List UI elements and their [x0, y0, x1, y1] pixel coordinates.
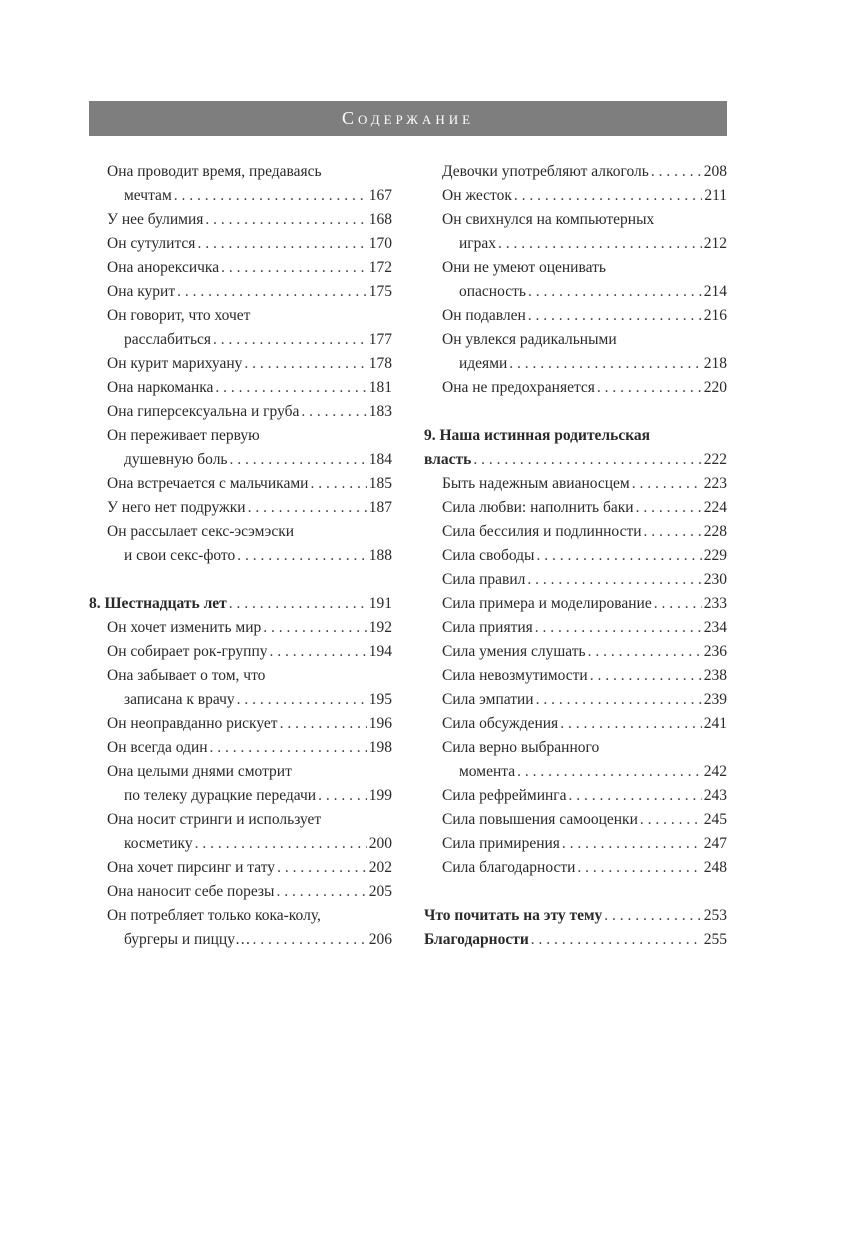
- toc-entry-title: Она курит: [107, 283, 176, 300]
- toc-page-number: 234: [703, 619, 727, 636]
- dot-leader: [174, 184, 367, 208]
- toc-entry-title: Она наркоманка: [107, 379, 214, 396]
- section-spacer: [89, 568, 392, 592]
- dot-leader: [527, 568, 701, 592]
- dot-leader: [248, 496, 367, 520]
- toc-page-number: 172: [368, 259, 392, 276]
- toc-entry-title: мечтам: [124, 187, 172, 204]
- toc-page-number: 188: [368, 547, 392, 564]
- toc-page-number: 233: [703, 595, 727, 612]
- toc-page-number: 230: [703, 571, 727, 588]
- toc-page-number: 229: [703, 547, 727, 564]
- toc-page-number: 241: [703, 715, 727, 732]
- toc-entry[interactable]: [424, 928, 727, 952]
- toc-entry[interactable]: [424, 616, 727, 640]
- toc-entry[interactable]: [424, 568, 727, 592]
- toc-entry[interactable]: [424, 256, 727, 304]
- dot-leader: [517, 760, 702, 784]
- toc-entry-title: Он переживает первую: [107, 427, 260, 444]
- toc-entry-title: Быть надежным авианосцем: [442, 475, 630, 492]
- toc-entry[interactable]: [89, 664, 392, 712]
- toc-entry[interactable]: [424, 904, 727, 928]
- toc-page-number: 218: [703, 355, 727, 372]
- toc-entry-title: Она забывает о том, что: [107, 667, 266, 684]
- dot-leader: [237, 544, 367, 568]
- toc-page-number: 206: [368, 931, 392, 948]
- dot-leader: [535, 616, 702, 640]
- toc-entry-title: опасность: [459, 283, 526, 300]
- dot-leader: [528, 304, 702, 328]
- toc-entry[interactable]: [89, 880, 392, 904]
- toc-page-number: 196: [368, 715, 392, 732]
- toc-entry-title: душевную боль: [124, 451, 228, 468]
- toc-page-number: 198: [368, 739, 392, 756]
- toc-page-number: 208: [703, 163, 727, 180]
- toc-entry-title: Он собирает рок-группу: [107, 643, 268, 660]
- toc-entry-title: по телеку дурацкие передачи: [124, 787, 317, 804]
- toc-page-number: 247: [703, 835, 727, 852]
- dot-leader: [531, 928, 702, 952]
- toc-entry[interactable]: [89, 376, 392, 400]
- toc-entry-title: Сила примера и моделирование: [442, 595, 652, 612]
- dot-leader: [473, 448, 701, 472]
- toc-page-number: 236: [703, 643, 727, 660]
- toc-page-number: 223: [703, 475, 727, 492]
- toc-entry-title: Она встречается с мальчиками: [107, 475, 309, 492]
- toc-entry[interactable]: [424, 712, 727, 736]
- toc-entry[interactable]: [424, 304, 727, 328]
- toc-entry-title: Он увлекся радикальными: [442, 331, 617, 348]
- toc-entry-title: Благодарности: [424, 931, 529, 948]
- toc-entry-title: Сила правил: [442, 571, 526, 588]
- toc-page-number: 175: [368, 283, 392, 300]
- toc-entry-title: идеями: [459, 355, 508, 372]
- toc-entry-title: Она гиперсексуальна и груба: [107, 403, 300, 420]
- toc-entry-title: Она анорексичка: [107, 259, 220, 276]
- toc-entry-title: Что почитать на эту тему: [424, 907, 603, 924]
- toc-right-column: [424, 160, 727, 952]
- dot-leader: [636, 496, 702, 520]
- toc-entry[interactable]: [424, 688, 727, 712]
- toc-page-number: 187: [368, 499, 392, 516]
- dot-leader: [310, 472, 366, 496]
- toc-entry-title: расслабиться: [124, 331, 212, 348]
- toc-entry-title: У него нет подружки: [107, 499, 246, 516]
- toc-page-number: 243: [703, 787, 727, 804]
- toc-entry[interactable]: [424, 640, 727, 664]
- toc-entry-title: момента: [459, 763, 516, 780]
- section-spacer: [424, 880, 727, 904]
- toc-page-number: 199: [368, 787, 392, 804]
- dot-leader: [263, 616, 367, 640]
- toc-page-number: 222: [703, 451, 727, 468]
- dot-leader: [560, 712, 702, 736]
- dot-leader: [318, 784, 367, 808]
- dot-leader: [640, 808, 702, 832]
- toc-entry[interactable]: [89, 904, 392, 952]
- toc-page-number: 245: [703, 811, 727, 828]
- toc-entry[interactable]: [89, 424, 392, 472]
- dot-leader: [280, 712, 367, 736]
- toc-entry[interactable]: [424, 328, 727, 376]
- toc-entry-title: Сила верно выбранного: [442, 739, 600, 756]
- toc-entry-title: играх: [459, 235, 497, 252]
- dot-leader: [244, 352, 366, 376]
- toc-left-column: [89, 160, 392, 952]
- dot-leader: [528, 280, 702, 304]
- toc-page-number: 170: [368, 235, 392, 252]
- toc-entry[interactable]: [424, 184, 727, 208]
- toc-entry-title: Сила свободы: [442, 547, 535, 564]
- toc-entry[interactable]: [89, 256, 392, 280]
- dot-leader: [509, 352, 701, 376]
- toc-entry[interactable]: [89, 208, 392, 232]
- toc-entry-title: Он неоправданно рискует: [107, 715, 278, 732]
- toc-page-number: 181: [368, 379, 392, 396]
- dot-leader: [237, 688, 367, 712]
- toc-page-number: 211: [704, 187, 727, 204]
- toc-entry[interactable]: [424, 832, 727, 856]
- dot-leader: [651, 160, 702, 184]
- toc-entry[interactable]: [424, 472, 727, 496]
- toc-entry-title: Она не предохраняется: [442, 379, 595, 396]
- toc-page-number: 185: [368, 475, 392, 492]
- dot-leader: [536, 544, 701, 568]
- toc-page-number: 202: [368, 859, 392, 876]
- section-spacer: [424, 400, 727, 424]
- toc-entry[interactable]: [424, 784, 727, 808]
- toc-page-number: 191: [368, 595, 392, 612]
- toc-entry[interactable]: [89, 472, 392, 496]
- toc-entry-title: У нее булимия: [107, 211, 204, 228]
- toc-entry[interactable]: [424, 544, 727, 568]
- dot-leader: [230, 448, 367, 472]
- toc-entry-title: записана к врачу: [124, 691, 235, 708]
- dot-leader: [221, 256, 367, 280]
- toc-entry-title: Он хочет изменить мир: [107, 619, 262, 636]
- toc-chapter[interactable]: [424, 424, 727, 472]
- toc-entry-title: Он свихнулся на компьютерных: [442, 211, 655, 228]
- dot-leader: [569, 784, 702, 808]
- toc-entry[interactable]: [424, 520, 727, 544]
- toc-page-number: 192: [368, 619, 392, 636]
- toc-entry[interactable]: [89, 736, 392, 760]
- toc-entry[interactable]: [89, 640, 392, 664]
- toc-page-number: 214: [703, 283, 727, 300]
- dot-leader: [597, 376, 702, 400]
- toc-entry-title: Сила рефрейминга: [442, 787, 567, 804]
- toc-entry-title: Она наносит себе порезы: [107, 883, 275, 900]
- toc-entry[interactable]: [89, 304, 392, 352]
- toc-page-number: 195: [368, 691, 392, 708]
- toc-entry-title: Она целыми днями смотрит: [107, 763, 292, 780]
- dot-leader: [577, 856, 701, 880]
- toc-entry-title: Она проводит время, предаваясь: [107, 163, 322, 180]
- toc-entry-title: Сила благодарности: [442, 859, 576, 876]
- toc-entry[interactable]: [89, 352, 392, 376]
- toc-entry-title: Сила любви: наполнить баки: [442, 499, 634, 516]
- toc-page-number: 224: [703, 499, 727, 516]
- toc-entry-title: Он говорит, что хочет: [107, 307, 251, 324]
- toc-page-number: 167: [368, 187, 392, 204]
- toc-page-number: 228: [703, 523, 727, 540]
- dot-leader: [205, 208, 366, 232]
- dot-leader: [270, 640, 367, 664]
- toc-entry-title: Она носит стринги и использует: [107, 811, 322, 828]
- toc-entry-title: 8. Шестнадцать лет: [89, 595, 227, 612]
- toc-page-number: 168: [368, 211, 392, 228]
- dot-leader: [229, 592, 367, 616]
- toc-entry[interactable]: [89, 856, 392, 880]
- toc-page-number: 205: [368, 883, 392, 900]
- toc-entry[interactable]: [89, 712, 392, 736]
- dot-leader: [213, 328, 367, 352]
- dot-leader: [498, 232, 702, 256]
- toc-entry[interactable]: [424, 208, 727, 256]
- toc-page-number: 242: [703, 763, 727, 780]
- dot-leader: [514, 184, 702, 208]
- dot-leader: [588, 640, 702, 664]
- dot-leader: [590, 664, 702, 688]
- dot-leader: [177, 280, 367, 304]
- toc-entry-title: Он жесток: [442, 187, 512, 204]
- dot-leader: [195, 832, 367, 856]
- dot-leader: [277, 856, 367, 880]
- toc-entry-title: Девочки употребляют алкоголь: [442, 163, 649, 180]
- toc-page-number: 184: [368, 451, 392, 468]
- toc-entry-title: Она хочет пирсинг и тату: [107, 859, 276, 876]
- toc-entry-title: Сила бессилия и подлинности: [442, 523, 642, 540]
- toc-entry[interactable]: [424, 736, 727, 784]
- toc-entry-title: Он курит марихуану: [107, 355, 243, 372]
- dot-leader: [644, 520, 702, 544]
- dot-leader: [215, 376, 366, 400]
- dot-leader: [604, 904, 701, 928]
- toc-entry[interactable]: [424, 160, 727, 184]
- toc-page-number: 216: [703, 307, 727, 324]
- toc-entry[interactable]: [424, 808, 727, 832]
- dot-leader: [197, 232, 366, 256]
- toc-entry[interactable]: [424, 376, 727, 400]
- toc-page-number: 177: [368, 331, 392, 348]
- dot-leader: [210, 736, 367, 760]
- toc-entry[interactable]: [89, 280, 392, 304]
- toc-entry[interactable]: [89, 808, 392, 856]
- toc-entry-title: Сила приятия: [442, 619, 533, 636]
- toc-entry-title: 9. Наша истинная родительская: [424, 427, 651, 444]
- toc-entry-title: Сила эмпатии: [442, 691, 534, 708]
- dot-leader: [632, 472, 702, 496]
- dot-leader: [276, 880, 366, 904]
- toc-entry[interactable]: [424, 856, 727, 880]
- toc-entry[interactable]: [89, 760, 392, 808]
- dot-leader: [536, 688, 702, 712]
- dot-leader: [252, 928, 366, 952]
- toc-page-number: 255: [703, 931, 727, 948]
- toc-page-number: 183: [368, 403, 392, 420]
- toc-entry[interactable]: [89, 616, 392, 640]
- dot-leader: [301, 400, 366, 424]
- toc-entry-title: Сила умения слушать: [442, 643, 586, 660]
- toc-page-number: 253: [703, 907, 727, 924]
- dot-leader: [654, 592, 702, 616]
- toc-chapter[interactable]: [89, 592, 392, 616]
- toc-page-number: 178: [368, 355, 392, 372]
- toc-entry-title: Сила обсуждения: [442, 715, 559, 732]
- toc-entry[interactable]: [89, 160, 392, 208]
- toc-entry-title: Сила невозмутимости: [442, 667, 588, 684]
- toc-entry[interactable]: [424, 664, 727, 688]
- toc-entry-title: Он всегда один: [107, 739, 208, 756]
- toc-page-number: 200: [368, 835, 392, 852]
- contents-header: [89, 101, 727, 136]
- toc-entry-title: Они не умеют оценивать: [442, 259, 606, 276]
- contents-title: Содержание: [341, 108, 475, 128]
- toc-entry-title: Сила повышения самооценки: [442, 811, 638, 828]
- toc-entry[interactable]: [89, 520, 392, 568]
- toc-page-number: 212: [703, 235, 727, 252]
- toc-entry[interactable]: [89, 232, 392, 256]
- toc-page-number: 239: [703, 691, 727, 708]
- toc-entry-title: Он рассылает секс-эсэмэски: [107, 523, 295, 540]
- toc-entry-title: Он сутулится: [107, 235, 196, 252]
- toc-entry[interactable]: [424, 496, 727, 520]
- toc-entry-title: власть: [424, 451, 472, 468]
- toc-entry-title: Он потребляет только кока-колу,: [107, 907, 321, 924]
- toc-entry-title: косметику: [124, 835, 193, 852]
- dot-leader: [562, 832, 702, 856]
- toc-entry-title: бургеры и пиццу…: [124, 931, 251, 948]
- toc-entry[interactable]: [424, 592, 727, 616]
- toc-entry[interactable]: [89, 400, 392, 424]
- toc-page-number: 248: [703, 859, 727, 876]
- toc-page-number: 194: [368, 643, 392, 660]
- toc-entry-title: и свои секс-фото: [124, 547, 236, 564]
- toc-page-number: 220: [703, 379, 727, 396]
- toc-entry[interactable]: [89, 496, 392, 520]
- toc-page-number: 238: [703, 667, 727, 684]
- toc-entry-title: Он подавлен: [442, 307, 526, 324]
- toc-entry-title: Сила примирения: [442, 835, 560, 852]
